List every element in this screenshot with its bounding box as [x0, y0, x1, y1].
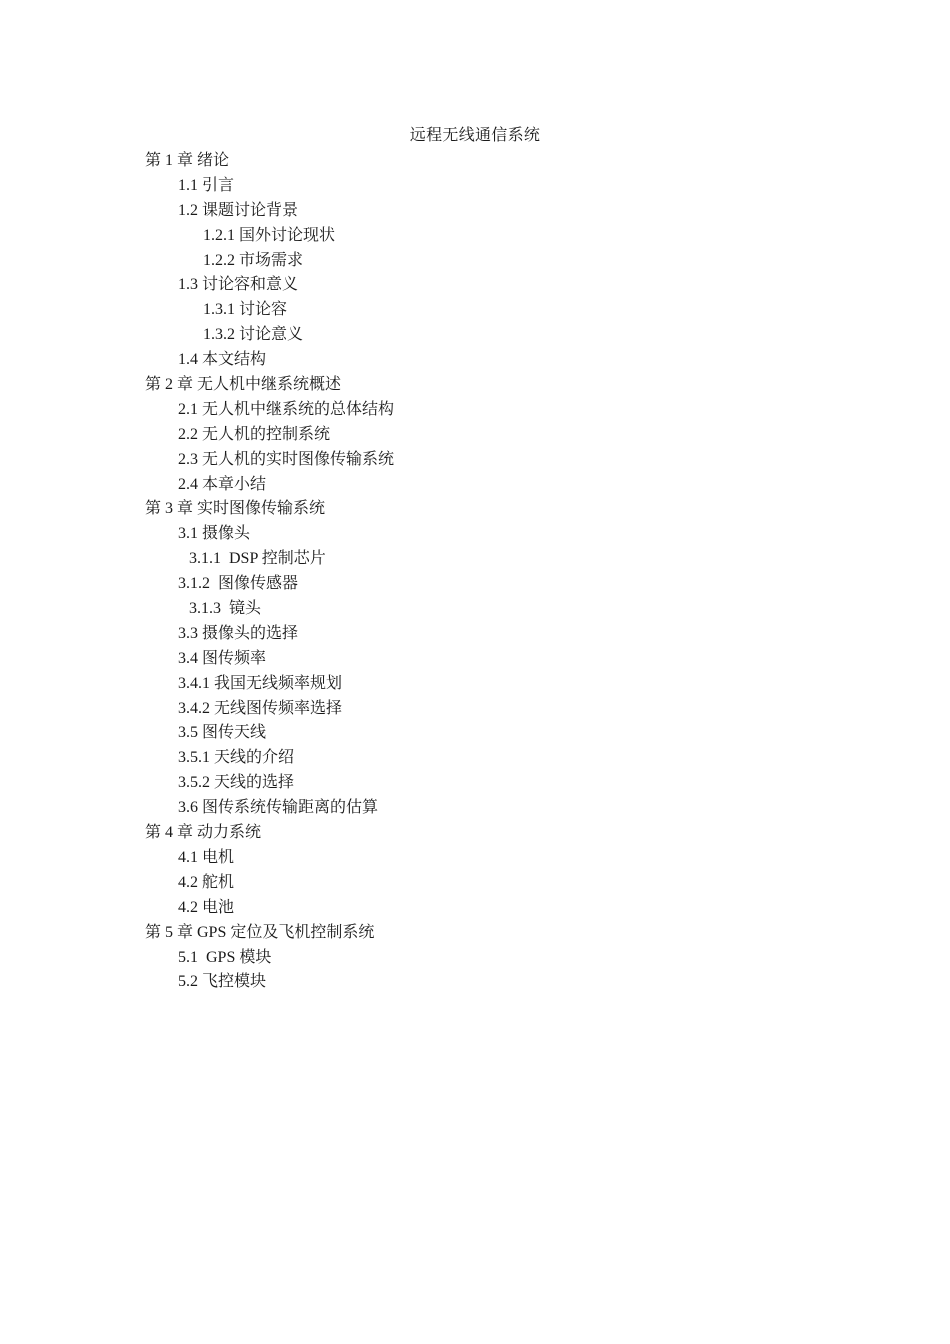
toc-entry: 1.1 引言: [178, 176, 235, 194]
toc-entry: 1.3 讨论容和意义: [178, 276, 299, 294]
toc-entry: 2.4 本章小结: [178, 475, 267, 493]
toc-entry: 3.1.3 镜头: [189, 600, 262, 618]
toc-entry: 3.4 图传频率: [178, 649, 267, 667]
toc-entry: 2.3 无人机的实时图像传输系统: [178, 450, 395, 468]
toc-entry: 4.2 舵机: [178, 873, 235, 891]
toc-entry: 5.1 GPS 模块: [178, 948, 272, 966]
toc-entry: 4.2 电池: [178, 898, 235, 916]
document-title: 远程无线通信系统: [409, 127, 541, 144]
toc-entry: 1.2 课题讨论背景: [178, 201, 299, 219]
toc-entry: 第 3 章 实时图像传输系统: [145, 500, 326, 518]
toc-entry: 第 5 章 GPS 定位及飞机控制系统: [145, 923, 375, 941]
toc-entry: 3.5.2 天线的选择: [178, 774, 295, 792]
toc-entry: 3.5.1 天线的介绍: [178, 749, 295, 767]
toc-entry: 3.6 图传系统传输距离的估算: [178, 799, 379, 817]
toc-entry: 1.3.2 讨论意义: [203, 326, 304, 344]
table-of-contents: [145, 149, 745, 995]
toc-entry: 第 2 章 无人机中继系统概述: [145, 376, 342, 394]
toc-entry: 3.4.2 无线图传频率选择: [178, 699, 343, 717]
toc-entry: 第 1 章 绪论: [145, 152, 230, 169]
toc-entry: 1.2.1 国外讨论现状: [203, 226, 336, 244]
toc-entry: 5.2 飞控模块: [178, 973, 267, 991]
toc-entry: 1.3.1 讨论容: [203, 301, 288, 319]
toc-entry: 3.3 摄像头的选择: [178, 624, 299, 642]
toc-entry: 2.1 无人机中继系统的总体结构: [178, 400, 395, 418]
toc-entry: 2.2 无人机的控制系统: [178, 425, 331, 443]
toc-entry: 3.1.1 DSP 控制芯片: [189, 550, 326, 568]
toc-entry: 3.1.2 图像传感器: [178, 575, 299, 593]
toc-entry: 1.2.2 市场需求: [203, 251, 304, 269]
toc-entry: 3.1 摄像头: [178, 525, 251, 543]
toc-entry: 3.5 图传天线: [178, 724, 267, 742]
toc-entry: 第 4 章 动力系统: [145, 824, 262, 842]
toc-entry: 1.4 本文结构: [178, 351, 267, 369]
toc-entry: 3.4.1 我国无线频率规划: [178, 674, 343, 692]
toc-entry: 4.1 电机: [178, 848, 235, 866]
